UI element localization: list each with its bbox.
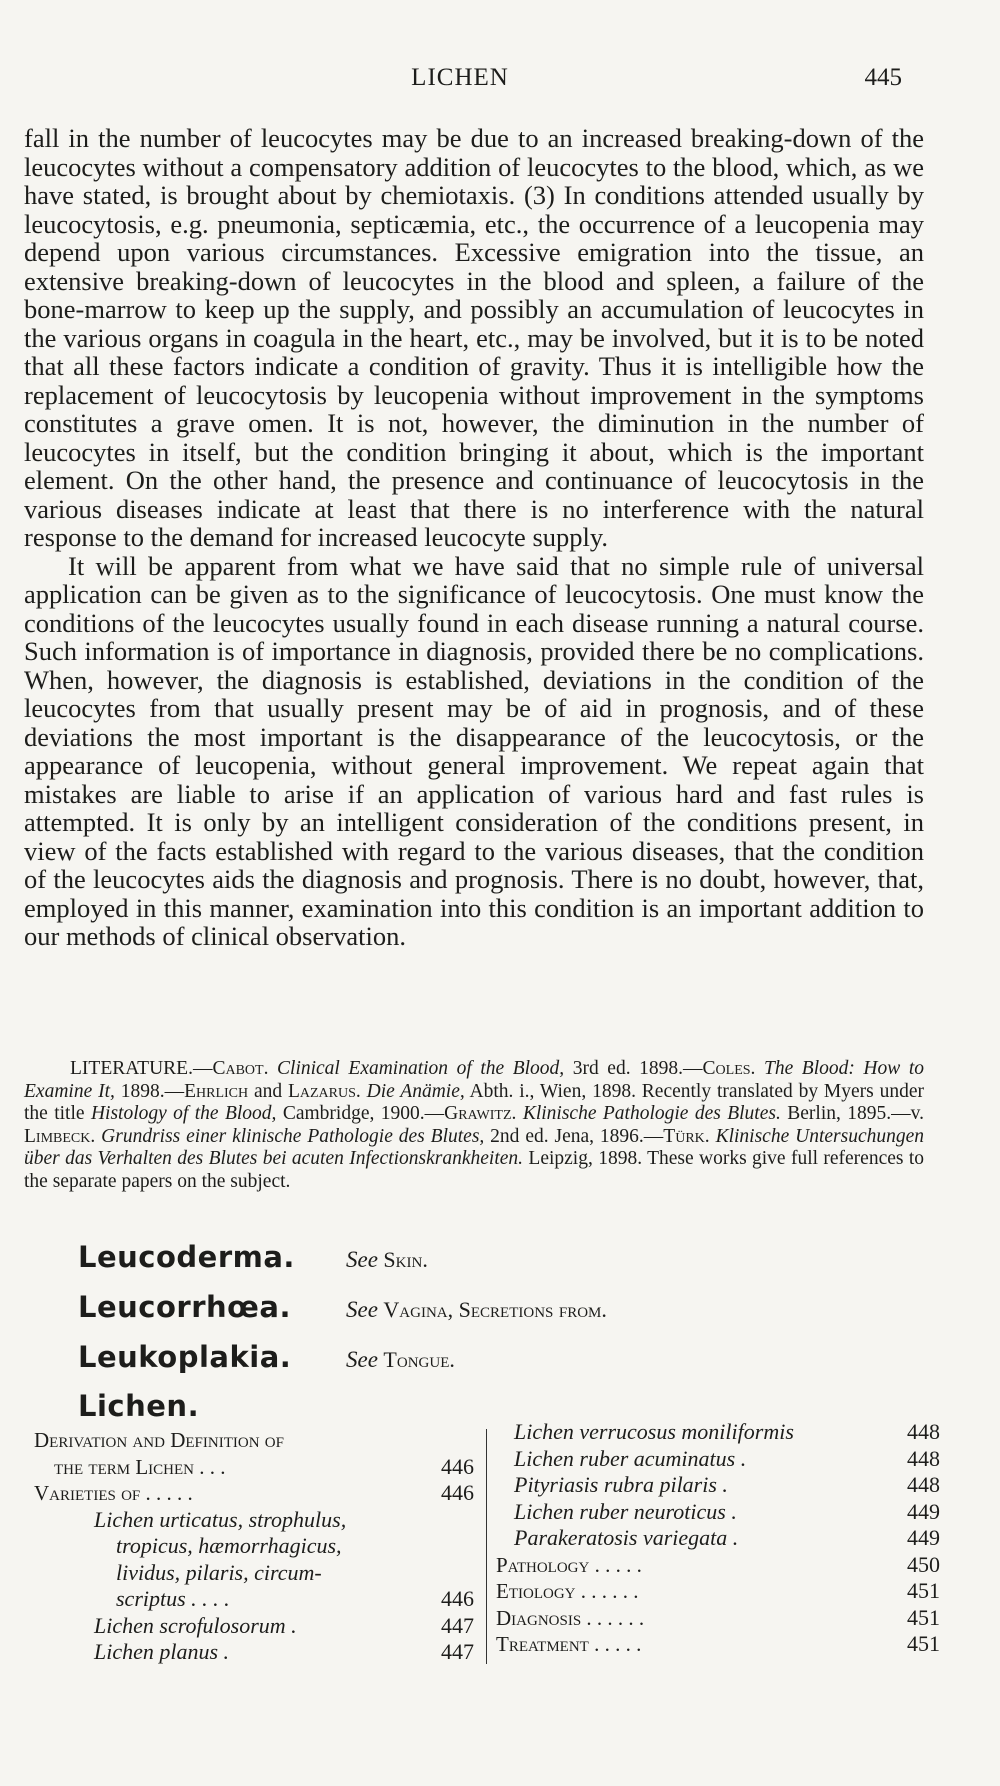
author: Grawitz. — [444, 1103, 517, 1124]
toc-page: 451 — [907, 1578, 940, 1603]
toc-page: 449 — [907, 1498, 940, 1524]
entry-lichen — [78, 1389, 342, 1429]
author: Ehrlich — [184, 1080, 249, 1102]
entry-leucoderma — [78, 1240, 428, 1280]
citation-detail: 1898.— — [114, 1080, 185, 1102]
entry-leukoplakia — [78, 1340, 455, 1380]
toc-page: 446 — [441, 1453, 474, 1479]
toc-page: 447 — [441, 1612, 474, 1638]
toc-item: Etiology . . . . . . 451 — [496, 1578, 940, 1603]
entry-headword: Leucoderma. — [78, 1240, 295, 1274]
toc-item: Derivation and Definition of — [34, 1428, 284, 1452]
author: Limbeck. — [24, 1125, 96, 1147]
toc-item: Lichen planus . 447 — [94, 1639, 474, 1664]
toc-item: Lichen ruber neuroticus . 449 — [514, 1498, 940, 1524]
work-title: Klinische Pathologie des Blutes. — [522, 1103, 781, 1124]
toc-item: Treatment . . . . . 451 — [496, 1631, 940, 1656]
author: Coles. — [702, 1058, 756, 1079]
toc-page: 451 — [907, 1631, 940, 1656]
toc-item: Diagnosis . . . . . . 451 — [496, 1604, 940, 1630]
see-label: See — [346, 1347, 378, 1372]
toc-page: 448 — [907, 1472, 940, 1497]
see-label: See — [346, 1297, 378, 1322]
see-target: Vagina, Secretions from. — [383, 1297, 607, 1322]
work-title: The Blood: How to Examine It, — [24, 1058, 924, 1102]
citation-detail: Leipzig, 1898. These works give full references to the separate papers on the subject. — [24, 1148, 924, 1192]
entry-headword: Leukoplakia. — [78, 1340, 292, 1374]
work-title: Histology of the Blood, — [90, 1103, 277, 1124]
author: Türk. — [663, 1125, 710, 1147]
toc-item: Pityriasis rubra pilaris . 448 — [514, 1472, 940, 1497]
running-head — [0, 64, 1000, 104]
citation-detail: 2nd ed. Jena, 1896.— — [484, 1125, 664, 1147]
cross-reference — [346, 1297, 607, 1322]
toc-page: 446 — [441, 1586, 474, 1611]
toc-item: Lichen scrofulosorum . 447 — [94, 1612, 474, 1638]
entry-headword: Leucorrhœa. — [78, 1290, 291, 1324]
work-title: Die Anämie, — [366, 1080, 465, 1102]
citation-detail: 3rd ed. 1898.— — [564, 1058, 703, 1079]
paragraph-1: fall in the number of leucocytes may be due to an increased breaking-down of the leucocytes without a compensatory addition of leucocytes to the blood, which, as we have stated, is brought about by chemiotaxis. (3) In conditions attended usually by leucocytosis, e.g. pneumonia, septicæmia, etc., the occurrence of a leucopenia may depend upon various circumstances. Excessive emigration into the tissue, an extensive breaking-down of leucocytes in the blood and spleen, a failure of the bone-marrow to keep up the supply, and possibly an accumulation of leucocytes in the various organs in coagula in the heart, etc., may be involved, but it is to be noted that all these factors indicate a condition of gravity. Thus it is intelligible how the replacement of leucocytosis by leucopenia without improvement in the symptoms constitutes a grave omen. It is not, however, the diminution in the number of leucocytes in itself, but the condition bringing it about, which is the important element. On the other hand, the presence and continuance of leucocytosis in the various diseases indicate at least that there is no interference with the natural response to the demand for increased leucocyte supply. — [24, 123, 924, 552]
column-divider — [486, 1429, 487, 1664]
toc-page: 447 — [441, 1639, 474, 1664]
toc-item: Parakeratosis variegata . 449 — [514, 1525, 940, 1550]
citation-detail: Cambridge, 1900.— — [276, 1103, 445, 1124]
literature-references: LITERATURE.—Cabot. Clinical Examination of the Blood, 3rd ed. 1898.—Coles. The Blood: How to Examine It, 1898.—Ehrlich and Lazarus. Die Anämie, Abth. i., Wien, 1898. Recently translated by Myers under the title Histology of the Blood, Cambridge, 1900.—Grawitz. Klinische Pathologie des Blutes. Berlin, 1895.—v. Limbeck. Grundriss einer klinische Pathologie des Blutes, 2nd ed. Jena, 1896.—Türk. Klinische Untersuchungen über das Verhalten des Blutes bei acuten Infectionskrankheiten. Leipzig, 1898. These works give full references to the separate papers on the subject. — [24, 1058, 925, 1192]
entry-contents — [34, 1419, 954, 1667]
toc-item: Lichen urticatus, strophulus, — [94, 1506, 347, 1532]
paragraph-2: It will be apparent from what we have said that no simple rule of universal application can be given as to the significance of leucocytosis. One must know the conditions of the leucocytes usually found in each disease running a natural course. Such information is of importance in diagnosis, provided there be no complications. When, however, the diagnosis is established, deviations in the condition of the leucocytes from that usually present may be of aid in prognosis, and of these deviations the most important is the disappearance of the leucocytosis, or the appearance of leucopenia, without general improvement. We repeat again that mistakes are liable to arise if an application of various hard and fast rules is attempted. It is only by an intelligent consideration of the conditions present, in view of the facts established with regard to the various diseases, that the condition of the leucocytes aids the diagnosis and prognosis. There is no doubt, however, that, employed in this manner, examination into this condition is an important addition to our methods of clinical observation. — [24, 550, 924, 951]
toc-page: 450 — [907, 1551, 940, 1577]
work-title: Clinical Examination of the Blood, — [277, 1058, 565, 1079]
toc-item: Varieties of . . . . . 446 — [34, 1480, 474, 1505]
author: Lazarus. — [287, 1080, 361, 1102]
see-label: See — [346, 1247, 378, 1272]
toc-page: 446 — [441, 1480, 474, 1505]
literature-label: LITERATURE. — [70, 1058, 193, 1079]
contents-left-column — [34, 1427, 474, 1666]
citation-detail: Abth. i., Wien, 1898. Recently translated by Myers under the title — [24, 1080, 925, 1124]
toc-item: lividus, pilaris, circum- — [116, 1559, 322, 1585]
toc-page: 451 — [907, 1604, 940, 1630]
see-target: Skin. — [383, 1247, 428, 1272]
toc-page: 448 — [907, 1419, 940, 1444]
work-title: Grundriss einer klinische Pathologie des Blutes, — [101, 1125, 485, 1147]
body-text — [24, 124, 924, 951]
running-title: LICHEN — [411, 64, 509, 91]
toc-item: tropicus, hæmorrhagicus, — [116, 1533, 342, 1558]
page-number: 445 — [864, 64, 902, 91]
toc-item: Lichen verrucosus moniliformis 448 — [514, 1419, 940, 1444]
toc-page: 449 — [907, 1525, 940, 1550]
citation-detail: Berlin, 1895.—v. — [780, 1103, 925, 1124]
see-target: Tongue. — [383, 1347, 455, 1372]
toc-item: scriptus . . . . 446 — [116, 1586, 474, 1611]
toc-page: 448 — [907, 1445, 940, 1471]
citation-detail: and — [248, 1080, 288, 1102]
cross-reference — [346, 1347, 455, 1372]
toc-item: Pathology . . . . . 450 — [496, 1551, 940, 1577]
entry-leucorrhoea — [78, 1290, 607, 1330]
entry-headword: Lichen. — [78, 1389, 200, 1423]
toc-item: the term Lichen . . . 446 — [54, 1453, 474, 1479]
toc-item: Lichen ruber acuminatus . 448 — [514, 1445, 940, 1471]
cross-reference — [346, 1247, 428, 1272]
author: Cabot. — [212, 1058, 269, 1079]
contents-right-column — [496, 1419, 946, 1658]
work-title: Klinische Untersuchungen über das Verhalten des Blutes bei acuten Infectionskrankheiten. — [24, 1125, 925, 1169]
